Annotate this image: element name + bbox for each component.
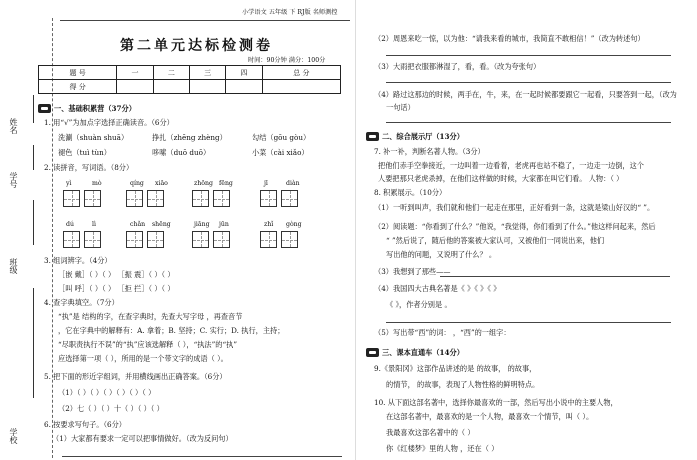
- writing-grid[interactable]: [126, 190, 143, 207]
- writing-grid[interactable]: [84, 190, 101, 207]
- pinyin: gòng: [286, 221, 302, 228]
- question-8: 8. 积累展示。（10分）: [374, 188, 447, 197]
- answer-line[interactable]: [386, 82, 671, 83]
- pinyin: mò: [92, 180, 102, 187]
- section-1-title: 一、基础积累营（37分）: [54, 104, 136, 113]
- q8-line: 《 》，作者分别是 。: [386, 300, 452, 309]
- writing-grid[interactable]: [84, 231, 101, 248]
- question-7: 7. 补一补，判断名著人物。（3分）: [374, 147, 485, 156]
- margin-rule: [33, 145, 34, 170]
- q4-line: 应选择第一项（ ），所用的是一个带文字的成语（ ）。: [58, 354, 228, 363]
- writing-grid[interactable]: [192, 190, 209, 207]
- id-label: 学号: [9, 172, 18, 188]
- writing-grid[interactable]: [213, 231, 230, 248]
- q8-line: （4）我国四大古典名著是《 》《 》《 》: [374, 284, 501, 293]
- pinyin: zhǐ: [264, 221, 274, 228]
- q1-item: 挣扎（zhēng zhèng）: [152, 133, 227, 142]
- q8-line: “ ”然后说了，随后他的答案被大家认可，又被他们一同说出来，他们: [386, 236, 605, 245]
- pinyin: xiāo: [155, 180, 168, 187]
- q7-line: 把他们赤手空拳接近，一边叫着一边看着，老虎再也站不稳了，一边走一边倒，这个: [378, 161, 644, 170]
- q6-line: （2）周恩来吃一惊，以为他：“请我来看的城市，我简直不敢相信！”（改为转述句）: [374, 34, 645, 43]
- question-5: 5. 把下面的形近字组词，并用横线画出正确答案。（6分）: [44, 372, 227, 381]
- q6-line: （4）路过这那边的时候，两手在，牛，来，在一起时候都要跟它一起看，只要答到一起，（改为: [374, 90, 677, 99]
- question-2: 2. 读拼音，写词语。（8分）: [44, 163, 134, 172]
- question-1: 1. 用“√”为加点字选择正确读音。（6分）: [44, 118, 174, 127]
- writing-grid[interactable]: [147, 231, 164, 248]
- score-cell[interactable]: [226, 80, 262, 94]
- writing-grid[interactable]: [63, 190, 80, 207]
- q5-row: （1）（ ）（ ）（ ）（ ）（ ）（ ）: [58, 388, 156, 397]
- page-fold: [355, 0, 356, 460]
- q9-line: 的情节， 的故事，表现了人物性格的鲜明特点。: [386, 380, 540, 389]
- q8-line: （1）一听到叫声，我们就和他们一起走在那里，正好看到一条，这就是梁山好汉的“ ”。: [374, 203, 655, 212]
- q3-row: ［叫 呼］（ ）（ ） ［拒 拦］（ ）（ ）: [58, 284, 175, 293]
- writing-grid[interactable]: [192, 231, 209, 248]
- margin-rule: [33, 200, 34, 245]
- pinyin: shēng: [152, 221, 171, 228]
- answer-line[interactable]: [440, 276, 670, 277]
- score-header: 总 分: [262, 66, 340, 80]
- question-10: 10. 从下面这部名著中，选择你最喜欢的一部，然后写出小说中的主要人物，: [374, 398, 618, 407]
- writing-grid[interactable]: [281, 190, 298, 207]
- q10-line: 我最喜欢这部名著中的（ ）: [386, 428, 475, 437]
- q8-line: （3）我想到了那些——: [374, 267, 451, 276]
- exam-time: 时间：90分钟 满分：100分: [248, 57, 326, 64]
- pinyin: yì: [66, 180, 72, 187]
- q5-row: （2）七（ ）（ ）十（ ）（ ）（ ）: [58, 404, 164, 413]
- section-marker-icon: [366, 132, 379, 141]
- header-rule: [60, 20, 350, 21]
- pinyin: zhōng: [194, 180, 213, 187]
- writing-grid[interactable]: [126, 231, 143, 248]
- score-row-label: 得 分: [39, 80, 117, 94]
- q4-line: “尽职责执行不误”的“执”应该选解释（ ），“执法”的“执”: [58, 340, 238, 349]
- class-label: 班级: [9, 258, 18, 274]
- pinyin: dú: [66, 221, 74, 228]
- score-header: 四: [226, 66, 262, 80]
- question-4: 4. 查字典填空。（7分）: [44, 298, 119, 307]
- q6-line: 一句话）: [386, 103, 415, 112]
- pinyin: qíng: [130, 180, 144, 187]
- q10-line: 在这部名著中，最喜欢的是一个人物，最喜欢一个情节，叫（ ）。: [386, 412, 594, 421]
- pinyin: jūn: [219, 221, 229, 228]
- q1-item: 小菜（cài xiǎo）: [252, 148, 309, 157]
- writing-grid[interactable]: [63, 231, 80, 248]
- q3-row: ［嵌 戴］（ ）（ ） ［振 震］（ ）（ ）: [58, 270, 175, 279]
- exam-title: 第二单元达标检测卷: [120, 38, 273, 54]
- q8-line: （5）写出带“西”的词： ，“西”的一组字：: [374, 328, 511, 337]
- q8-line: 写出他的问题，又说明了什么？ 。: [386, 250, 497, 259]
- section-3-title: 三、课本直通车（14分）: [382, 348, 464, 357]
- margin-rule: [33, 288, 34, 398]
- writing-grid[interactable]: [260, 190, 277, 207]
- answer-line[interactable]: [386, 55, 671, 56]
- writing-grid[interactable]: [147, 190, 164, 207]
- q4-line: “执”是 结构的字，在查字典时，先查大写字母 ，再查音节: [58, 312, 243, 321]
- answer-line[interactable]: [386, 322, 671, 323]
- header-meta: 小学语文 五年级 下 RJ版 名师测控: [242, 9, 338, 16]
- score-header: 二: [153, 66, 189, 80]
- q1-item: 洗涮（shuàn shuā）: [58, 133, 129, 142]
- question-3: 3. 组词辨字。（4分）: [44, 256, 112, 265]
- pinyin: fēng: [219, 180, 233, 187]
- score-header: 题 号: [39, 66, 117, 80]
- q1-item: 勾结（gōu gòu）: [252, 133, 311, 142]
- answer-line[interactable]: [62, 456, 342, 457]
- score-cell[interactable]: [189, 80, 225, 94]
- pinyin: chǎn: [130, 221, 146, 228]
- writing-grid[interactable]: [281, 231, 298, 248]
- answer-line[interactable]: [386, 122, 671, 123]
- pinyin: lì: [92, 221, 96, 228]
- q8-line: （2）阅读题：“你看到了什么？”他说，“我觉得，你们看到了什么。”他这样问起来，然后: [374, 222, 656, 231]
- question-6: 6. 按要求写句子。（6分）: [44, 420, 126, 429]
- score-cell[interactable]: [117, 80, 153, 94]
- writing-grid[interactable]: [213, 190, 230, 207]
- section-marker-icon: [366, 348, 379, 357]
- writing-grid[interactable]: [260, 231, 277, 248]
- pinyin: diàn: [286, 180, 300, 187]
- q7-line: 人要把那只老虎杀掉，在他们这样做的时候，大家都在叫它们看。 人物：（ ）: [378, 174, 624, 183]
- score-table: [38, 65, 341, 94]
- margin-rule: [33, 95, 34, 123]
- school-label: 学校: [9, 428, 18, 444]
- section-marker-icon: [38, 104, 51, 113]
- pinyin: jiāng: [194, 221, 210, 228]
- q1-item: 哆嗦（duō duō）: [152, 148, 211, 157]
- score-cell[interactable]: [153, 80, 189, 94]
- question-9: 9.《景阳冈》这部作品讲述的是 的故事， 的故事，: [374, 364, 537, 373]
- q6-line: （1）大家都有要求一定可以把事情做好。（改为反问句）: [52, 434, 233, 443]
- score-header: 三: [189, 66, 225, 80]
- section-2-title: 二、综合展示厅（13分）: [382, 132, 464, 141]
- name-label: 姓名: [9, 118, 18, 134]
- q4-line: ，它在字典中的解释有：A. 拿着；B. 坚持；C. 实行；D. 执行，主持；: [58, 326, 285, 335]
- pinyin: jī: [264, 180, 268, 187]
- score-header: 一: [117, 66, 153, 80]
- q6-line: （3）大雨把衣服都淋湿了，看，看。（改为夸张句）: [374, 62, 541, 71]
- q10-line: 你《红楼梦》里的人物 ，还在（ ）: [386, 444, 499, 453]
- score-cell[interactable]: [262, 80, 340, 94]
- q1-item: 褪色（tuì tùn）: [58, 148, 111, 157]
